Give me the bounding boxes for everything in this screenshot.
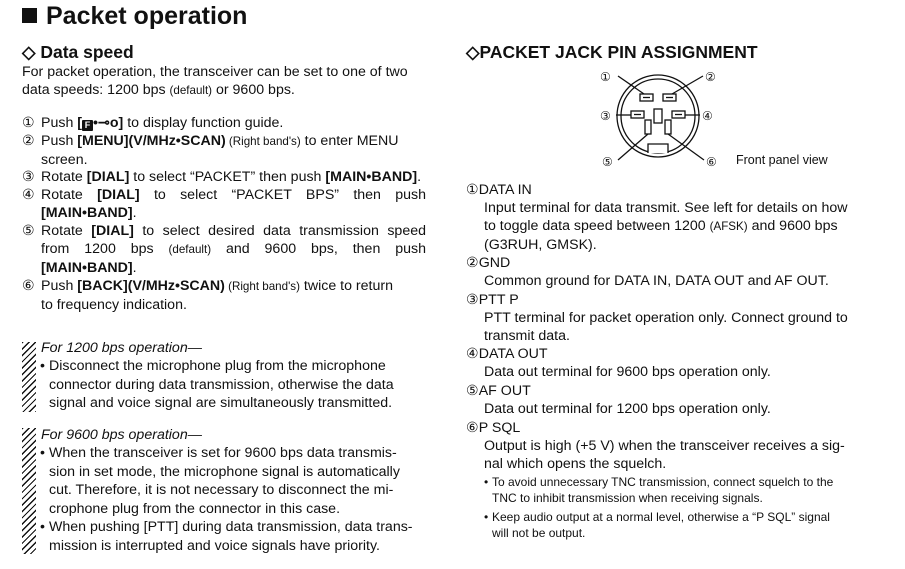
heading-square-icon [22,8,37,23]
pin-6 [665,120,671,134]
note-1200-body: • Disconnect the microphone plug from the microphone connector during data transmission, otherwise the data signal and voice signal are simultaneously transmitted. [40,358,394,411]
note-hatch-1200 [22,342,36,412]
step-5: ⑤ Rotate [DIAL] to select desired data transmission speed from 1200 bps (default) and 9600 bps, then push [MAIN•BAND]. [22,223,427,276]
pin-label-5: ⑤ [602,155,613,169]
packet-jack-diagram [596,64,736,172]
data-speed-intro: For packet operation, the transceiver can be set to one of two data speeds: 1200 bps (default) or 9600 bps. [22,64,408,98]
pin-item-gnd: ②GND Common ground for DATA IN, DATA OUT and AF OUT. [466,255,829,289]
p-sql-note-2: • Keep audio output at a normal level, otherwise a “P SQL” signal will not be output. [484,510,830,540]
page-title: Packet operation [22,2,247,31]
p-sql-note-1: • To avoid unnecessary TNC transmission, connect squelch to the TNC to inhibit transmission when receiving signals. [484,475,834,505]
pin-label-3: ③ [600,109,611,123]
pin-item-data-out: ④DATA OUT Data out terminal for 9600 bps operation only. [466,346,771,380]
step-4: ④ Rotate [DIAL] to select “PACKET BPS” then push [MAIN•BAND]. [22,187,427,221]
note-9600-heading: For 9600 bps operation— [41,427,202,443]
data-speed-heading: ◇ Data speed [22,42,134,62]
step-1: ① Push [ F •⊸o] to display function guide. [22,115,284,131]
pin-item-data-in: ①DATA IN Input terminal for data transmit. See left for details on how to toggle data speed between 1200 (AFSK) and 9600 bps (G3RUH, GMSK). [466,182,848,253]
jack-heading: ◇PACKET JACK PIN ASSIGNMENT [466,42,758,62]
pin-item-ptt-p: ③PTT P PTT terminal for packet operation only. Connect ground to transmit data. [466,292,848,344]
pin-5 [645,120,651,134]
pin-center [654,109,662,123]
note-hatch-9600 [22,428,36,554]
jack-caption: Front panel view [736,153,828,167]
pin-label-2: ② [705,70,716,84]
note-9600-body: • When the transceiver is set for 9600 bps data transmis- sion in set mode, the microphone signal is automatically cut. Therefore, it is not necessary to disconnect the mi- crophone plug from the connector in this case. • When pushing [PTT] during data transmission, data trans- mission is interrupted and voice signals have priority. [40,445,413,554]
pin-item-p-sql: ⑥P SQL Output is high (+5 V) when the transceiver receives a sig- nal which opens the squelch. • To avoid unnecessary TNC transmission, connect squelch to the TNC to inhibit transmission when receiving signals. • Keep audio output at a normal level, otherwise a “P SQL” signal will not be output. [466,419,871,541]
step-6: ⑥ Push [BACK](V/MHz•SCAN) (Right band's) twice to return to frequency indication. [22,278,393,313]
pin-label-4: ④ [702,109,713,123]
step-3: ③ Rotate [DIAL] to select “PACKET” then push [MAIN•BAND]. [22,169,422,185]
function-key-icon: F [82,120,93,131]
jack-inner-ring [621,79,695,153]
note-1200-heading: For 1200 bps operation— [41,340,202,356]
pin-item-af-out: ⑤AF OUT Data out terminal for 1200 bps operation only. [466,383,771,417]
pin-label-6: ⑥ [706,155,717,169]
step-2: ② Push [MENU](V/MHz•SCAN) (Right band's) to enter MENU screen. [22,133,399,168]
pin-label-1: ① [600,70,611,84]
